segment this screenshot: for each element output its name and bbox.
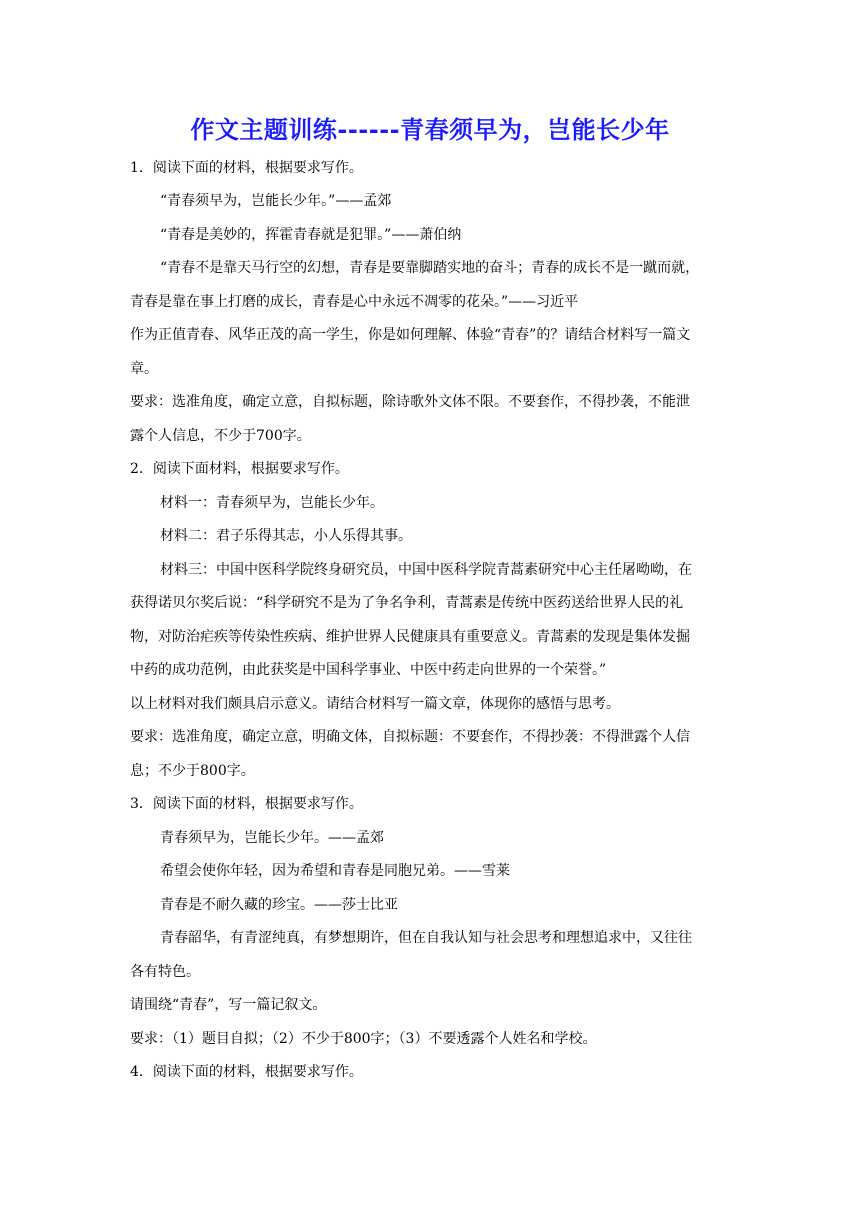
q2-material-3-line-2: 获得诺贝尔奖后说：“科学研究不是为了争名争利，青蒿素是传统中医药送给世界人民的礼 <box>130 595 684 611</box>
q3-quote-3: 青春是不耐久藏的珍宝。——莎士比亚 <box>160 897 398 913</box>
q1-task-line-2: 章。 <box>130 361 158 377</box>
q1-requirements-line-2: 露个人信息，不少于700字。 <box>130 428 311 444</box>
question-3-prompt: 3．阅读下面的材料，根据要求写作。 <box>130 796 363 812</box>
q3-paragraph-line-2: 各有特色。 <box>130 964 200 980</box>
q2-requirements-line-1: 要求：选准角度，确定立意，明确文体，自拟标题：不要套作，不得抄袭：不得泄露个人信 <box>130 729 690 745</box>
q2-material-3-line-1: 材料三：中国中医科学院终身研究员，中国中医科学院青蒿素研究中心主任屠呦呦，在 <box>160 562 692 578</box>
q3-paragraph-line-1: 青春韶华，有青涩纯真，有梦想期许，但在自我认知与社会思考和理想追求中，又往往 <box>160 930 692 946</box>
q2-material-1: 材料一：青春须早为，岂能长少年。 <box>160 495 384 511</box>
q2-material-3-line-4: 中药的成功范例，由此获奖是中国科学事业、中医中药走向世界的一个荣誉。” <box>130 662 607 678</box>
q3-task: 请围绕“青春”，写一篇记叙文。 <box>130 997 327 1013</box>
q1-requirements-line-1: 要求：选准角度，确定立意，自拟标题，除诗歌外文体不限。不要套作，不得抄袭，不能泄 <box>130 394 690 410</box>
q2-task: 以上材料对我们颇具启示意义。请结合材料写一篇文章，体现你的感悟与思考。 <box>130 696 620 712</box>
document-title: 作文主题训练------青春须早为，岂能长少年 <box>190 116 670 144</box>
q3-requirements: 要求：（1）题目自拟；（2）不少于800字；（3）不要透露个人姓名和学校。 <box>130 1031 597 1047</box>
q2-requirements-line-2: 息；不少于800字。 <box>130 763 255 779</box>
q1-quote-3-line-1: “青春不是靠天马行空的幻想，青春是要靠脚踏实地的奋斗；青春的成长不是一蹴而就， <box>160 260 700 276</box>
q1-quote-1: “青春须早为，岂能长少年。”——孟郊 <box>160 193 392 209</box>
question-4-prompt: 4．阅读下面的材料，根据要求写作。 <box>130 1064 363 1080</box>
q2-material-2: 材料二：君子乐得其志，小人乐得其事。 <box>160 528 412 544</box>
q3-quote-1: 青春须早为，岂能长少年。——孟郊 <box>160 830 384 846</box>
question-2-prompt: 2．阅读下面材料，根据要求写作。 <box>130 461 349 477</box>
question-1-prompt: 1．阅读下面的材料，根据要求写作。 <box>130 160 363 176</box>
q1-quote-3-line-2: 青春是靠在事上打磨的成长，青春是心中永远不凋零的花朵。”——习近平 <box>130 294 579 310</box>
q2-material-3-line-3: 物，对防治疟疾等传染性疾病、维护世界人民健康具有重要意义。青蒿素的发现是集体发掘 <box>130 629 690 645</box>
q1-quote-2: “青春是美妙的，挥霍青春就是犯罪。”——萧伯纳 <box>160 227 462 243</box>
q1-task-line-1: 作为正值青春、风华正茂的高一学生，你是如何理解、体验“青春”的？请结合材料写一篇文 <box>130 327 691 343</box>
q3-quote-2: 希望会使你年轻，因为希望和青春是同胞兄弟。——雪莱 <box>160 863 510 879</box>
